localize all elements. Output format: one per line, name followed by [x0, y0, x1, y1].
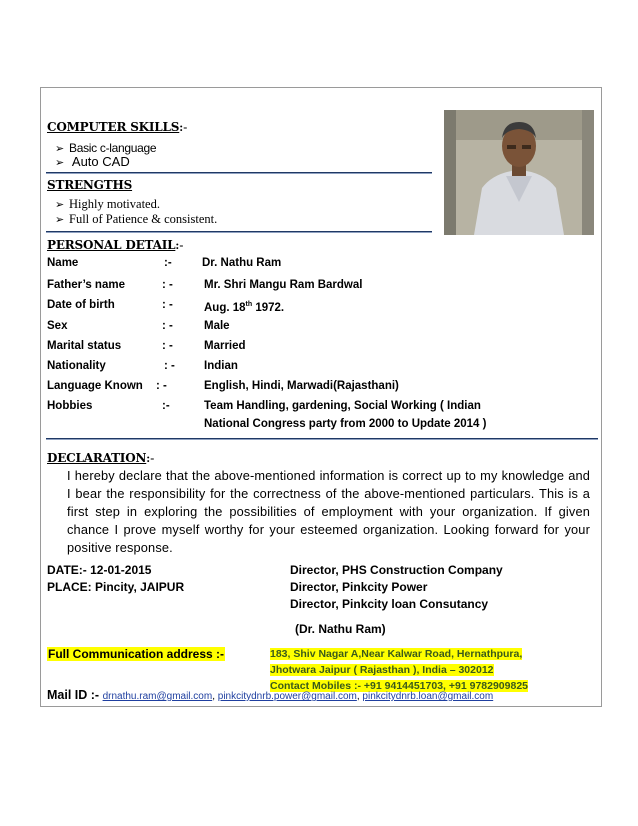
role-line: Director, Pinkcity Power: [290, 580, 428, 594]
computer-skills-section: COMPUTER SKILLS:-: [47, 120, 188, 134]
place-line: PLACE: Pincity, JAIPUR: [47, 580, 185, 594]
address-line: Jhotwara Jaipur ( Rajasthan ), India – 302012: [270, 664, 494, 676]
role-line: Director, Pinkcity loan Consutancy: [290, 597, 489, 611]
address-label: Full Communication address :-: [48, 647, 225, 661]
personal-detail-section: PERSONAL DETAIL:-: [47, 238, 184, 252]
role-line: Director, PHS Construction Company: [290, 563, 503, 577]
mail-line: Mail ID :- drnathu.ram@gmail.com, pinkcitydnrb.power@gmail.com, pinkcitydnrb.loan@gmail.com: [47, 688, 494, 702]
arrow-bullet-icon: ➢: [55, 199, 65, 211]
contact-mobiles: Contact Mobiles :- +91 9414451703, +91 9782909825: [270, 680, 528, 692]
personal-detail-heading: PERSONAL DETAIL: [47, 238, 176, 252]
date-line: DATE:- 12-01-2015: [47, 563, 152, 577]
address-line: 183, Shiv Nagar A,Near Kalwar Road, Hernathpura,: [270, 648, 523, 660]
declaration-heading: DECLARATION: [47, 451, 147, 465]
computer-skills-heading: COMPUTER SKILLS: [47, 120, 180, 134]
divider: [46, 231, 432, 232]
strength-item: ➢ Highly motivated.: [55, 197, 160, 211]
declaration-text: I hereby declare that the above-mentioned information is correct up to my knowledge and I bear the responsibility for the correctness of the above-mentioned particulars. This is a first step in exploring the possibilities of employment with your organization. If given chance I prove myself worthy for your esteemed organization. Looking forward for your positive response.: [67, 468, 590, 555]
email-link[interactable]: pinkcitydnrb.power@gmail.com: [217, 691, 357, 702]
signature: (Dr. Nathu Ram): [295, 622, 386, 636]
strength-item: ➢ Full of Patience & consistent.: [55, 212, 218, 226]
strengths-heading: STRENGTHS: [47, 178, 133, 192]
mail-label: Mail ID :-: [47, 688, 103, 702]
divider: [46, 172, 432, 173]
arrow-bullet-icon: ➢: [55, 143, 65, 155]
declaration-section: DECLARATION:-: [47, 451, 155, 465]
email-link[interactable]: drnathu.ram@gmail.com: [102, 691, 213, 702]
divider: [46, 438, 598, 439]
profile-photo: [444, 110, 594, 235]
arrow-bullet-icon: ➢: [55, 157, 65, 169]
strengths-section: [47, 176, 132, 194]
person-photo-icon: [444, 110, 594, 235]
arrow-bullet-icon: ➢: [55, 214, 65, 226]
email-link[interactable]: pinkcitydnrb.loan@gmail.com: [362, 691, 494, 702]
skill-item: ➢ Basic c-language: [55, 141, 157, 155]
skill-item: ➢ Auto CAD: [55, 154, 130, 169]
